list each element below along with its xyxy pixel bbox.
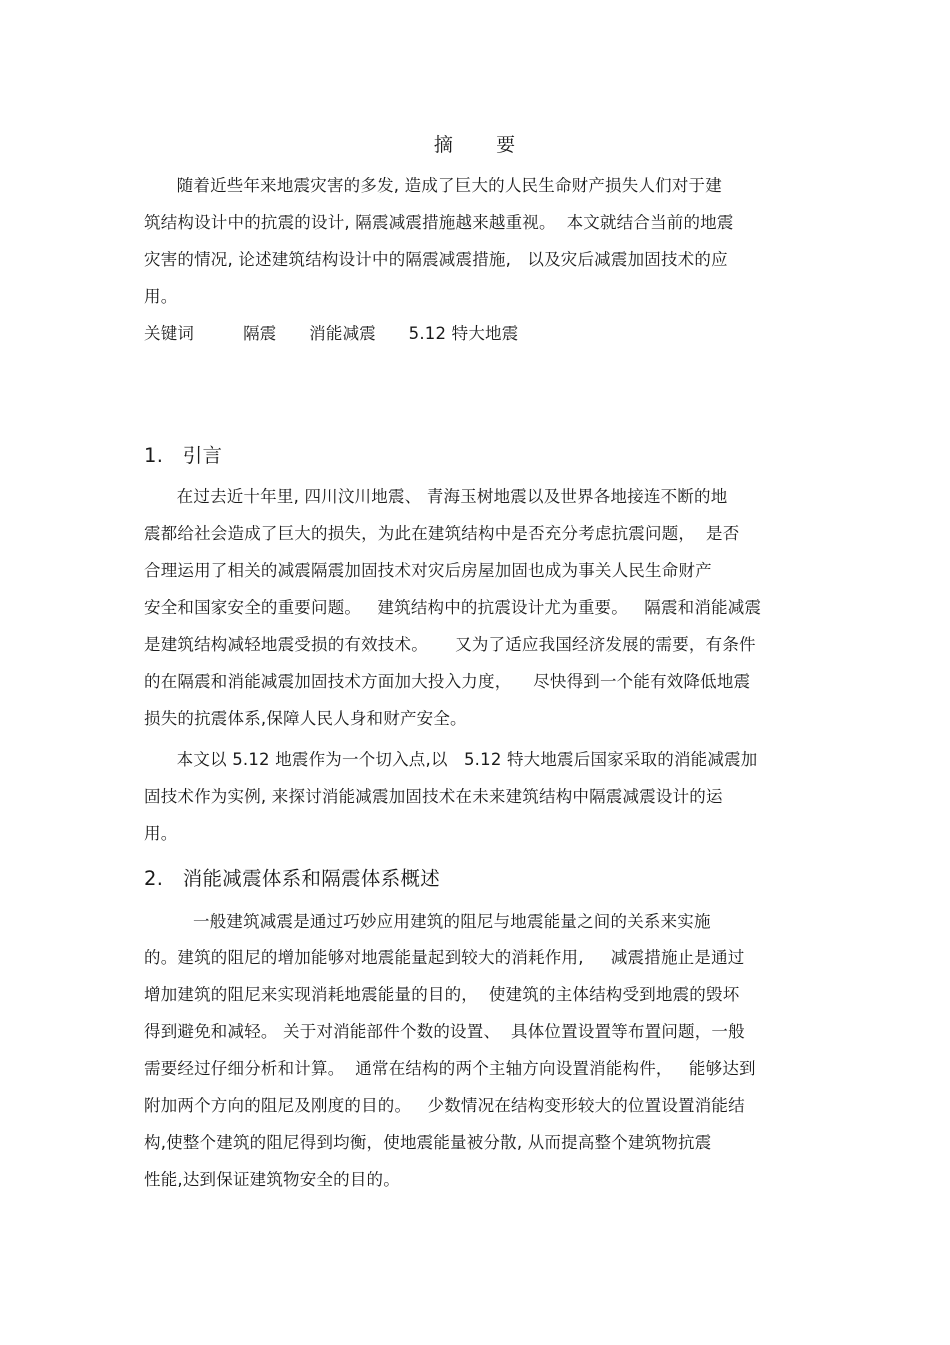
section-heading-overview: 2. 消能减震体系和隔震体系概述 [144,867,441,890]
paragraph-line: 的在隔震和消能减震加固技术方面加大投入力度， 尽快得到一个能有效降低地震 [144,672,751,691]
paragraph-line: 固技术作为实例, 来探讨消能减震加固技术在未来建筑结构中隔震减震设计的运 [144,787,723,806]
paragraph-line: 得到避免和减轻。 关于对消能部件个数的设置、 具体位置设置等布置问题，一般 [144,1022,745,1041]
paragraph-line: 构,使整个建筑的阻尼得到均衡，使地震能量被分散, 从而提高整个建筑物抗震 [144,1133,712,1152]
paragraph-line: 损失的抗震体系,保障人民人身和财产安全。 [144,709,467,728]
abstract-line: 用。 [144,287,178,306]
abstract-title: 摘 要 [433,134,517,156]
paragraph-line: 需要经过仔细分析和计算。 通常在结构的两个主轴方向设置消能构件， 能够达到 [144,1059,756,1078]
abstract-line: 灾害的情况, 论述建筑结构设计中的隔震减震措施, 以及灾后减震加固技术的应 [144,250,728,269]
paragraph-line: 合理运用了相关的减震隔震加固技术对灾后房屋加固也成为事关人民生命财产 [144,561,712,580]
paragraph-line: 性能,达到保证建筑物安全的目的。 [144,1170,400,1189]
abstract-line: 筑结构设计中的抗震的设计, 隔震减震措施越来越重视。 本文就结合当前的地震 [144,213,734,232]
paragraph-line: 附加两个方向的阻尼及刚度的目的。 少数情况在结构变形较大的位置设置消能结 [144,1096,745,1115]
paragraph-line: 用。 [144,824,178,843]
keywords-line: 关键词 隔震 消能减震 5.12 特大地震 [144,324,519,343]
section-heading-introduction: 1. 引言 [144,444,223,467]
paragraph-line: 一般建筑减震是通过巧妙应用建筑的阻尼与地震能量之间的关系来实施 [144,912,711,931]
paragraph-line: 是建筑结构减轻地震受损的有效技术。 又为了适应我国经济发展的需要，有条件 [144,635,756,654]
paragraph-line: 增加建筑的阻尼来实现消耗地震能量的目的， 使建筑的主体结构受到地震的毁坏 [144,985,740,1004]
paragraph-line: 在过去近十年里, 四川汶川地震、 青海玉树地震以及世界各地接连不断的地 [144,487,728,506]
paragraph-line: 安全和国家安全的重要问题。 建筑结构中的抗震设计尤为重要。 隔震和消能减震 [144,598,762,617]
abstract-line: 随着近些年来地震灾害的多发, 造成了巨大的人民生命财产损失人们对于建 [144,176,722,195]
paragraph-line: 震都给社会造成了巨大的损失，为此在建筑结构中是否充分考虑抗震问题， 是否 [144,524,740,543]
paragraph-line: 本文以 5.12 地震作为一个切入点,以 5.12 特大地震后国家采取的消能减震加 [144,750,758,769]
paragraph-line: 的。建筑的阻尼的增加能够对地震能量起到较大的消耗作用, 减震措施止是通过 [144,948,745,967]
